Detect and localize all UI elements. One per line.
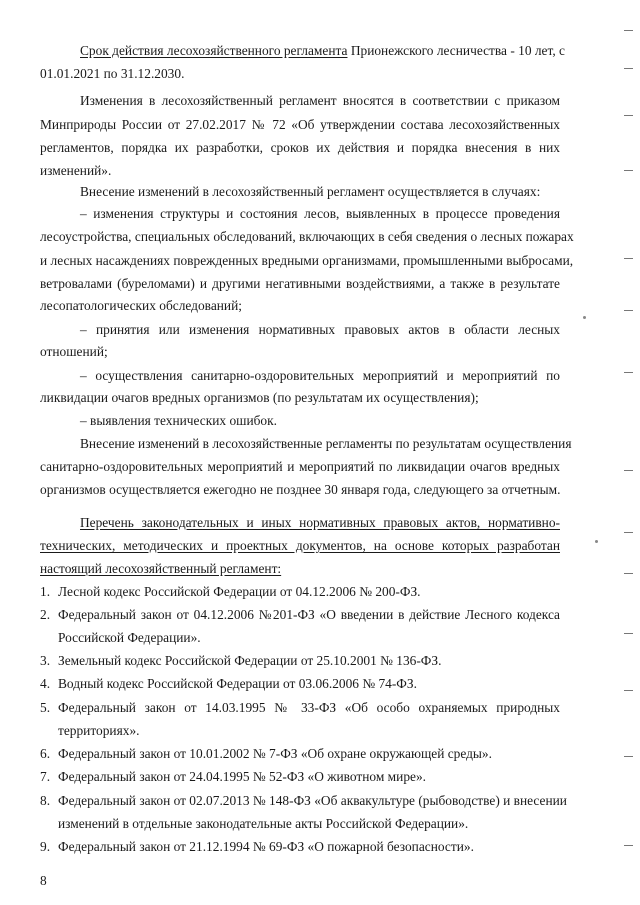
list-item-2-line-1: Федеральный закон от 04.12.2006 №201-ФЗ «О введении в действие Лесного кодекса [58,607,560,622]
list-item-6: Федеральный закон от 10.01.2002 № 7-ФЗ «Об охране окружающей среды». [58,746,492,761]
scan-speck [583,316,586,319]
case2-line-1: – принятия или изменения нормативных правовых актов в области лесных [80,322,560,337]
case4-line: – выявления технических ошибок. [80,413,277,428]
list-number-9: 9. [40,839,51,854]
scan-mark [624,845,633,846]
validity-line-1 [40,43,565,59]
scan-mark [624,30,633,31]
list-heading-line-1: Перечень законодательных и иных нормативных правовых актов, нормативно- [80,515,560,530]
scan-mark [624,690,633,691]
scan-mark [624,170,633,171]
list-item-5-line-2: территориях». [58,723,140,738]
scan-mark [624,756,633,757]
scan-mark [624,573,633,574]
list-item-9: Федеральный закон от 21.12.1994 № 69-ФЗ «О пожарной безопасности». [58,839,474,854]
amend-line-1: Изменения в лесохозяйственный регламент вносятся в соответствии с приказом [80,93,560,108]
scan-speck [595,540,598,543]
deadline-line-3: организмов осуществляется ежегодно не позднее 30 января года, следующего за отчетным. [40,482,561,497]
scan-mark [624,68,633,69]
list-number-6: 6. [40,746,51,761]
case1-line-5: лесопатологических обследований; [40,298,242,313]
scan-mark [624,115,633,116]
list-number-8: 8. [40,793,51,808]
list-number-3: 3. [40,653,51,668]
scan-mark [624,310,633,311]
list-heading-line-2: технических, методических и проектных документов, на основе которых разработан [40,538,560,553]
case3-line-2: ликвидации очагов вредных организмов (по результатам их осуществления); [40,390,479,405]
deadline-line-1: Внесение изменений в лесохозяйственные регламенты по результатам осуществления [80,436,572,451]
case3-line-1: – осуществления санитарно-оздоровительных мероприятий и мероприятий по [80,368,560,383]
validity-heading: Срок действия лесохозяйственного регламента [80,43,348,58]
case1-line-2: лесоустройства, специальных обследований, включающих в себя сведения о лесных пожарах [40,229,574,244]
case1-line-3: и лесных насаждениях поврежденных вредными организмами, промышленными выбросами, [40,253,574,268]
scan-mark [624,470,633,471]
amend-line-3: регламентов, порядка их разработки, сроков их действия и порядка внесения в них [40,140,560,155]
list-item-2-line-2: Российской Федерации». [58,630,201,645]
scan-mark [624,258,633,259]
list-item-8-line-2: изменений в отдельные законодательные акты Российской Федерации». [58,816,469,831]
page-number: 8 [40,873,47,888]
case1-line-4: ветровалами (буреломами) и другими негативными воздействиями, а также в результате [40,276,560,291]
list-item-7: Федеральный закон от 24.04.1995 № 52-ФЗ «О животном мире». [58,769,427,784]
list-item-1: Лесной кодекс Российской Федерации от 04.12.2006 № 200-ФЗ. [58,584,421,599]
scan-mark [624,633,633,634]
amend-line-4: изменений». [40,163,112,178]
list-item-8-line-1: Федеральный закон от 02.07.2013 № 148-ФЗ «Об аквакультуре (рыбоводстве) и внесении [58,793,567,808]
case2-line-2: отношений; [40,344,108,359]
list-number-2: 2. [40,607,51,622]
scan-mark [624,372,633,373]
list-number-7: 7. [40,769,51,784]
scan-mark [624,532,633,533]
list-number-4: 4. [40,676,51,691]
deadline-line-2: санитарно-оздоровительных мероприятий и мероприятий по ликвидации очагов вредных [40,459,560,474]
list-number-5: 5. [40,700,51,715]
list-item-4: Водный кодекс Российской Федерации от 03.06.2006 № 74-ФЗ. [58,676,417,691]
validity-line-2: 01.01.2021 по 31.12.2030. [40,66,185,81]
list-item-5-line-1: Федеральный закон от 14.03.1995 № 33-ФЗ «Об особо охраняемых природных [58,700,560,715]
list-number-1: 1. [40,584,51,599]
cases-intro: Внесение изменений в лесохозяйственный регламент осуществляется в случаях: [80,184,541,199]
case1-line-1: – изменения структуры и состояния лесов, выявленных в процессе проведения [80,206,560,221]
list-item-3: Земельный кодекс Российской Федерации от 25.10.2001 № 136-ФЗ. [58,653,442,668]
validity-rest: Прионежского лесничества - 10 лет, с [347,43,565,58]
amend-line-2: Минприроды России от 27.02.2017 № 72 «Об утверждении состава лесохозяйственных [40,117,560,132]
list-heading-line-3: настоящий лесохозяйственный регламент: [40,561,282,576]
